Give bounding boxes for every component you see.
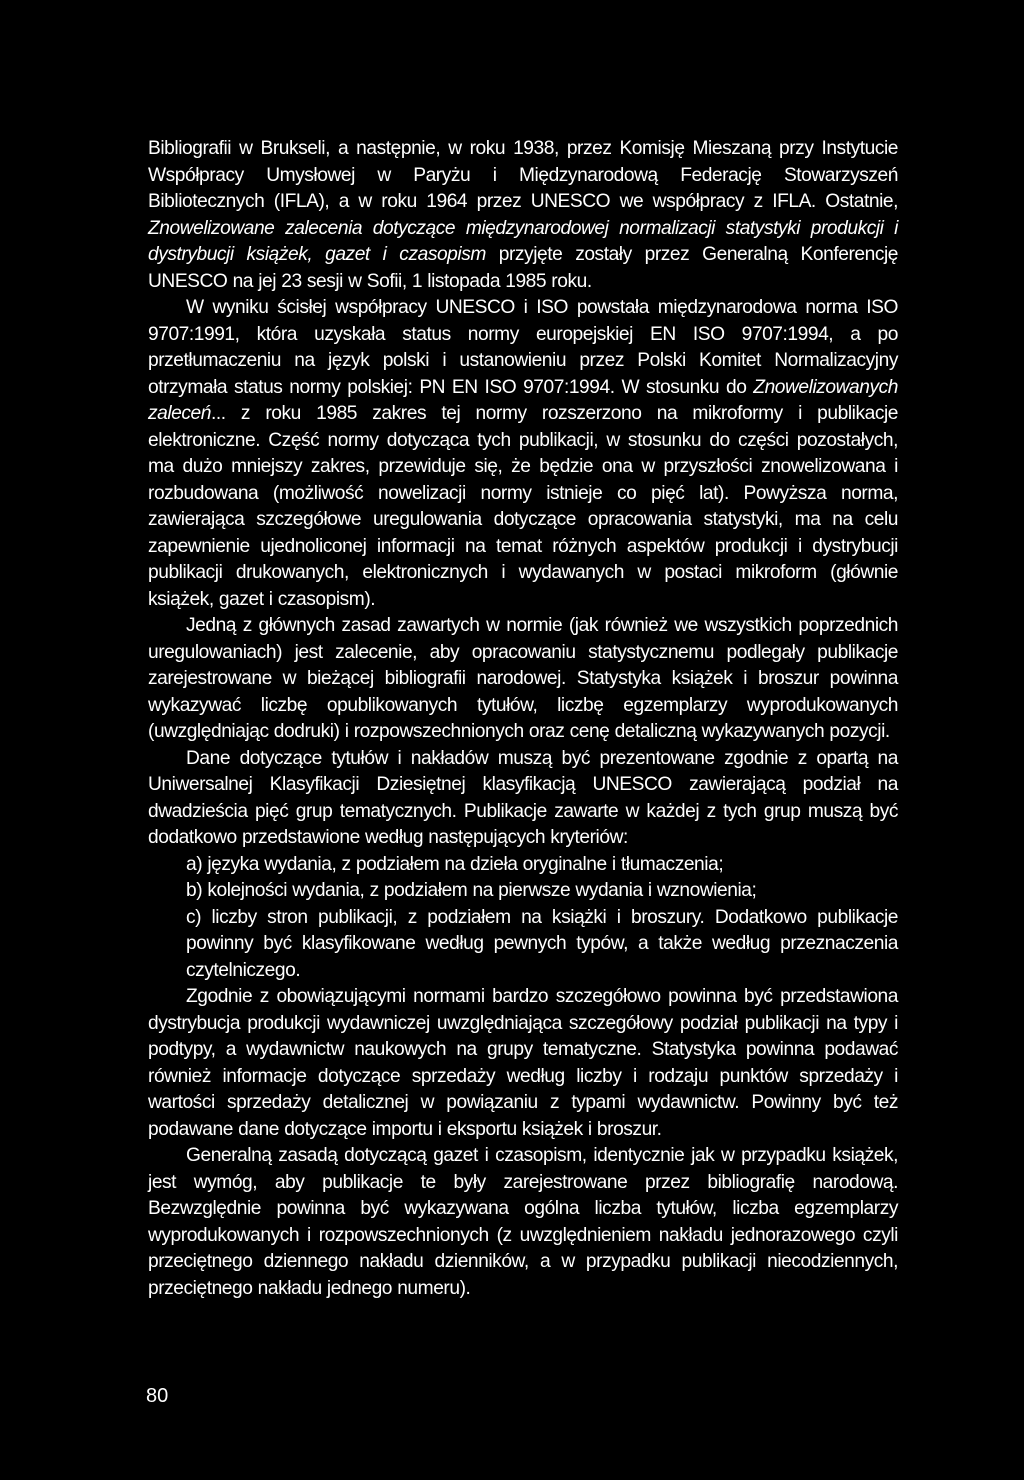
paragraph-newspapers: Generalną zasadą dotyczącą gazet i czasopism, identycznie jak w przypadku książek, jest wymóg, aby publikacje te były zarejestrowane przez bibliografię narodową. Bezwzględnie powinna być wykazywana ogólna liczba tytułów, liczba egzemplarzy wyprodukowanych i rozpowszechnionych (z uwzględnieniem nakładu jednorazowego czyli przeciętnego dziennego nakładu dzienników, a w przypadku publikacji niecodziennych, przeciętnego nakładu jednego numeru). [148,1145,898,1299]
paragraph-text: W wyniku ścisłej współpracy UNESCO i ISO powstała międzynarodowa norma ISO 9707:1991, która uzyskała status normy europejskiej EN ISO 9707:1994, a po przetłumaczeniu na język polski i ustanowieniu przez Polski Komitet Normalizacyjny otrzymała status normy polskiej: PN EN ISO 9707:1994. W stosunku do [148,297,898,398]
paragraph-text: ... z roku 1985 zakres tej normy rozszerzono na mikroformy i publikacje elektroniczne. Część normy dotycząca tych publikacji, w stosunku do części pozostałych, ma dużo mniejszy zakres, przewiduje się, że będzie ona w przyszłości znowelizowana i rozbudowana (możliwość nowelizacji normy istnieje co pięć lat). Powyższa norma, zawierająca szczegółowe uregulowania dotyczące opracowania statystyki, ma na celu zapewnienie ujednoliconej informacji na temat różnych aspektów produkcji i dystrybucji publikacji drukowanych, elektronicznych i wydawanych w postaci mikroform (głównie książek, gazet i czasopism). [148,403,898,610]
paragraph-continued [148,136,898,295]
italic-title: Znowelizowane zalecenia dotyczące międzynarodowej normalizacji statystyki produkcji i dystrybucji książek, gazet i czasopism [148,217,898,265]
italic-title: Znowelizowanych zaleceń [148,376,898,424]
paragraph-iso-standard [148,295,898,613]
paragraph-text: Bibliografii w Brukseli, a następnie, w roku 1938, przez Komisję Mieszaną przy Instytucie Współpracy Umysłowej w Paryżu i Międzynarodową Federację Stowarzyszeń Bibliotecznych (IFLA), a w roku 1964 przez UNESCO we współpracy z IFLA. Ostatnie, [148,138,898,212]
page-number: 80 [146,1385,169,1407]
paragraph-main-principle: Jedną z głównych zasad zawartych w normie (jak również we wszystkich poprzednich uregulowaniach) jest zalecenie, aby opracowaniu statystycznemu podlegały publikacje zarejestrowane w bieżącej bibliografii narodowej. Statystyka książek i broszur powinna wykazywać liczbę opublikowanych tytułów, liczbę egzemplarzy wyprodukowanych (uwzględniając dodruki) i rozpowszechnionych oraz cenę detaliczną wykazywanych pozycji. [148,615,898,742]
list-item-b: b) kolejności wydania, z podziałem na pierwsze wydania i wznowienia; [186,880,757,901]
paragraph-distribution: Zgodnie z obowiązującymi normami bardzo szczegółowo powinna być przedstawiona dystrybucja produkcji wydawniczej uwzględniająca szczegółowy podział publikacji na typy i podtypy, a wydawnictw naukowych na grupy tematyczne. Statystyka powinna podawać również informacje dotyczące sprzedaży według liczby i rodzaju punktów sprzedaży i wartości sprzedaży detalicznej w powiązaniu z typami wydawnictw. Powinny być też podawane dane dotyczące importu i eksportu książek i broszur. [148,986,898,1140]
body-text [148,136,898,1302]
list-item-a: a) języka wydania, z podziałem na dzieła oryginalne i tłumaczenia; [186,853,724,875]
paragraph-text: przyjęte zostały przez Generalną Konferencję UNESCO na jej 23 sesji w Sofii, 1 listopada 1985 roku. [148,244,898,292]
paragraph-titles-data: Dane dotyczące tytułów i nakładów muszą być prezentowane zgodnie z opartą na Uniwersalnej Klasyfikacji Dziesiętnej klasyfikacją UNESCO zawierającą podział na dwadzieścia pięć grup tematycznych. Publikacje zawarte w każdej z tych grup muszą być dodatkowo przedstawione według następujących kryteriów: [148,747,898,848]
list-item-c: c) liczby stron publikacji, z podziałem na książki i broszury. Dodatkowo publikacje powinny być klasyfikowane według pewnych typów, a także według przeznaczenia czytelniczego. [186,906,898,981]
